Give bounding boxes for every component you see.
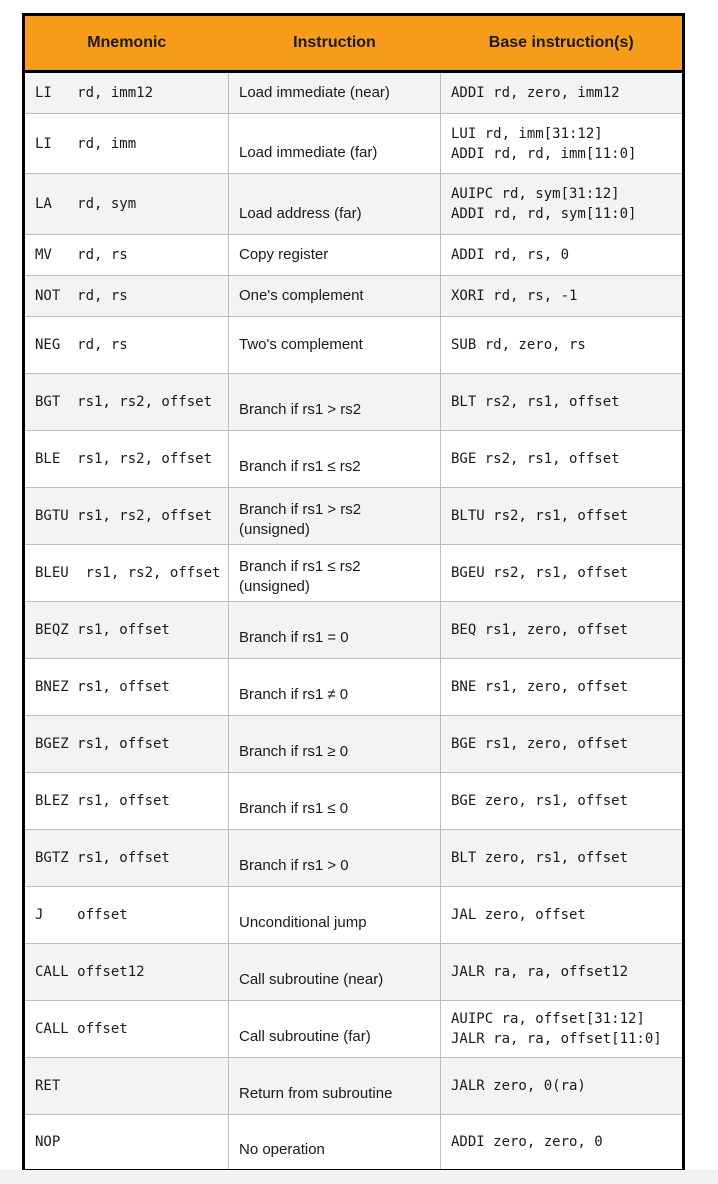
instruction-cell: Branch if rs1 ≤ 0 <box>229 773 441 830</box>
base-instruction-cell: BEQ rs1, zero, offset <box>441 602 684 659</box>
mnemonic-cell: BGTZ rs1, offset <box>24 830 229 887</box>
mnemonic-cell: BNEZ rs1, offset <box>24 659 229 716</box>
base-instruction-cell: BGE rs2, rs1, offset <box>441 431 684 488</box>
instruction-cell: Call subroutine (far) <box>229 1001 441 1058</box>
header-base-instructions: Base instruction(s) <box>441 15 684 72</box>
table-row <box>24 602 684 659</box>
table-row <box>24 659 684 716</box>
mnemonic-cell: J offset <box>24 887 229 944</box>
instruction-cell: Branch if rs1 > rs2 <box>229 374 441 431</box>
table-row <box>24 431 684 488</box>
table-row <box>24 944 684 1001</box>
mnemonic-cell: MV rd, rs <box>24 235 229 276</box>
instruction-cell: Branch if rs1 ≥ 0 <box>229 716 441 773</box>
mnemonic-cell: BLE rs1, rs2, offset <box>24 431 229 488</box>
instruction-cell: Branch if rs1 = 0 <box>229 602 441 659</box>
table-row <box>24 1058 684 1115</box>
table-row <box>24 773 684 830</box>
base-instruction-cell: BLTU rs2, rs1, offset <box>441 488 684 545</box>
base-instruction-cell: ADDI rd, zero, imm12 <box>441 72 684 114</box>
table-row <box>24 374 684 431</box>
table-row <box>24 488 684 545</box>
mnemonic-cell: BGT rs1, rs2, offset <box>24 374 229 431</box>
pseudo-instruction-table-container <box>22 13 682 1172</box>
mnemonic-cell: CALL offset12 <box>24 944 229 1001</box>
base-instruction-cell: JALR ra, ra, offset12 <box>441 944 684 1001</box>
base-instruction-cell: BGEU rs2, rs1, offset <box>441 545 684 602</box>
instruction-cell: Branch if rs1 > 0 <box>229 830 441 887</box>
table-row <box>24 1115 684 1171</box>
instruction-cell: Branch if rs1 ≠ 0 <box>229 659 441 716</box>
header-row <box>24 15 684 72</box>
table-row <box>24 72 684 114</box>
table-row <box>24 830 684 887</box>
instruction-cell: Load immediate (near) <box>229 72 441 114</box>
table-row <box>24 716 684 773</box>
instruction-cell: Return from subroutine <box>229 1058 441 1115</box>
table-row <box>24 114 684 174</box>
instruction-cell: Branch if rs1 ≤ rs2 <box>229 431 441 488</box>
table-row <box>24 317 684 374</box>
base-instruction-cell: JAL zero, offset <box>441 887 684 944</box>
mnemonic-cell: RET <box>24 1058 229 1115</box>
mnemonic-cell: BLEU rs1, rs2, offset <box>24 545 229 602</box>
base-instruction-cell: SUB rd, zero, rs <box>441 317 684 374</box>
base-instruction-cell: ADDI rd, rs, 0 <box>441 235 684 276</box>
table-row <box>24 1001 684 1058</box>
base-instruction-cell: AUIPC rd, sym[31:12] ADDI rd, rd, sym[11:0] <box>441 174 684 235</box>
instruction-cell: Call subroutine (near) <box>229 944 441 1001</box>
instruction-cell: Two's complement <box>229 317 441 374</box>
base-instruction-cell: LUI rd, imm[31:12] ADDI rd, rd, imm[11:0] <box>441 114 684 174</box>
mnemonic-cell: NEG rd, rs <box>24 317 229 374</box>
pseudo-instruction-table <box>22 13 685 1172</box>
base-instruction-cell: XORI rd, rs, -1 <box>441 276 684 317</box>
mnemonic-cell: LA rd, sym <box>24 174 229 235</box>
mnemonic-cell: LI rd, imm12 <box>24 72 229 114</box>
instruction-cell: Branch if rs1 ≤ rs2 (unsigned) <box>229 545 441 602</box>
instruction-cell: Unconditional jump <box>229 887 441 944</box>
table-row <box>24 235 684 276</box>
mnemonic-cell: NOP <box>24 1115 229 1171</box>
table-row <box>24 276 684 317</box>
mnemonic-cell: NOT rd, rs <box>24 276 229 317</box>
base-instruction-cell: BLT zero, rs1, offset <box>441 830 684 887</box>
base-instruction-cell: AUIPC ra, offset[31:12] JALR ra, ra, offset[11:0] <box>441 1001 684 1058</box>
page-bottom-band <box>0 1170 718 1184</box>
instruction-cell: Copy register <box>229 235 441 276</box>
mnemonic-cell: BGEZ rs1, offset <box>24 716 229 773</box>
instruction-cell: Branch if rs1 > rs2 (unsigned) <box>229 488 441 545</box>
table-row <box>24 174 684 235</box>
base-instruction-cell: BGE zero, rs1, offset <box>441 773 684 830</box>
instruction-cell: Load address (far) <box>229 174 441 235</box>
base-instruction-cell: JALR zero, 0(ra) <box>441 1058 684 1115</box>
base-instruction-cell: BNE rs1, zero, offset <box>441 659 684 716</box>
mnemonic-cell: BEQZ rs1, offset <box>24 602 229 659</box>
table-row <box>24 887 684 944</box>
instruction-cell: No operation <box>229 1115 441 1171</box>
instruction-cell: Load immediate (far) <box>229 114 441 174</box>
mnemonic-cell: BLEZ rs1, offset <box>24 773 229 830</box>
mnemonic-cell: CALL offset <box>24 1001 229 1058</box>
table-row <box>24 545 684 602</box>
header-instruction: Instruction <box>229 15 441 72</box>
mnemonic-cell: LI rd, imm <box>24 114 229 174</box>
base-instruction-cell: BGE rs1, zero, offset <box>441 716 684 773</box>
mnemonic-cell: BGTU rs1, rs2, offset <box>24 488 229 545</box>
base-instruction-cell: BLT rs2, rs1, offset <box>441 374 684 431</box>
header-mnemonic: Mnemonic <box>24 15 229 72</box>
instruction-cell: One's complement <box>229 276 441 317</box>
base-instruction-cell: ADDI zero, zero, 0 <box>441 1115 684 1171</box>
